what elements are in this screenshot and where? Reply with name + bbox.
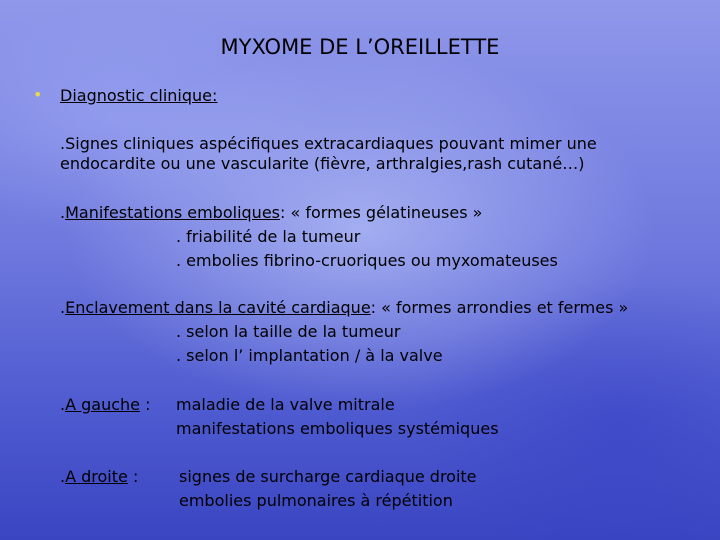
- signes-line-1: .Signes cliniques aspécifiques extracardiaques pouvant mimer une: [60, 134, 597, 153]
- manifestations-sub-2: . embolies fibrino-cruoriques ou myxomateuses: [176, 251, 558, 270]
- bullet-icon: •: [33, 85, 43, 104]
- manifestations-prefix: .: [60, 203, 66, 222]
- droite-sep: :: [127, 467, 139, 486]
- gauche-sep: :: [140, 395, 151, 414]
- manifestations-sub-1: . friabilité de la tumeur: [176, 227, 361, 246]
- droite-prefix: .: [60, 467, 66, 486]
- section-heading-label: Diagnostic clinique:: [60, 86, 218, 105]
- section-heading: [60, 86, 217, 106]
- droite-label-line: [60, 467, 138, 487]
- gauche-line-1: maladie de la valve mitrale: [176, 395, 395, 414]
- droite-line-1: signes de surcharge cardiaque droite: [179, 467, 477, 486]
- enclavement-label: Enclavement dans la cavité cardiaque: [65, 298, 371, 317]
- manifestations-text: : « formes gélatineuses »: [280, 203, 483, 222]
- signes-line-2: endocardite ou une vascularite (fièvre, arthralgies,rash cutané…): [60, 154, 585, 173]
- gauche-label-line: [60, 395, 151, 415]
- enclavement-text: : « formes arrondies et fermes »: [370, 298, 629, 317]
- gauche-label: A gauche: [65, 395, 141, 414]
- droite-label: A droite: [65, 467, 128, 486]
- enclavement-sub-1: . selon la taille de la tumeur: [176, 322, 401, 341]
- slide-title: MYXOME DE L’OREILLETTE: [220, 35, 500, 59]
- gauche-prefix: .: [60, 395, 66, 414]
- enclavement-prefix: .: [60, 298, 66, 317]
- manifestations-line: [60, 203, 482, 223]
- enclavement-sub-2: . selon l’ implantation / à la valve: [176, 346, 443, 365]
- gauche-line-2: manifestations emboliques systémiques: [176, 419, 499, 438]
- enclavement-line: [60, 298, 628, 318]
- droite-line-2: embolies pulmonaires à répétition: [179, 491, 453, 510]
- manifestations-label: Manifestations emboliques: [65, 203, 280, 222]
